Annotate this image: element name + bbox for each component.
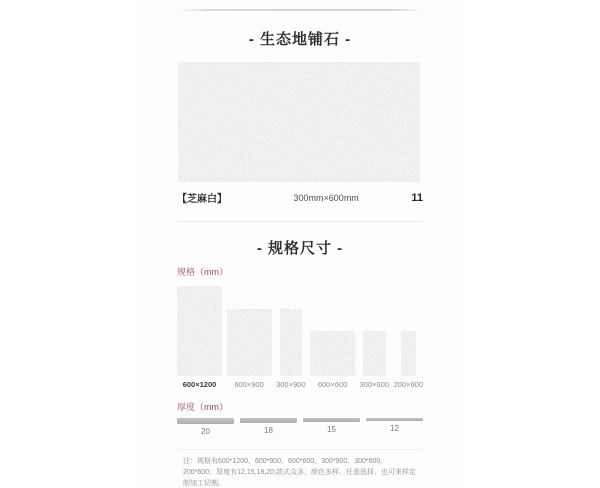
page-number: 11 [411, 191, 423, 204]
product-section-title: - 生态地铺石 - [248, 31, 352, 48]
thickness-bar [177, 418, 234, 424]
thickness-bar [240, 418, 297, 423]
stone-texture [401, 331, 416, 376]
note-text: 注：规格有600*1200、600*900、600*600、300*900、300*600、200*600；厚度有12,15,18,20;款式众多、颜色多样、任意选择、也可来样定制加工切割。 [183, 458, 417, 487]
thickness-label: 厚度（mm） [177, 402, 228, 412]
top-divider-bar [177, 9, 423, 11]
thickness-value: 20 [201, 427, 210, 436]
thickness-value: 18 [264, 426, 273, 435]
size-sample [394, 331, 423, 389]
size-sample [310, 331, 355, 389]
spec-section-title: - 规格尺寸 - [256, 240, 344, 257]
thickness-value: 15 [327, 425, 336, 434]
size-label: 300×600 [359, 380, 390, 389]
size-sample [276, 309, 305, 390]
thickness-bar [366, 418, 423, 421]
stone-texture [178, 62, 420, 182]
product-name-label: 【芝麻白】 [177, 194, 227, 205]
product-info-row [177, 190, 423, 205]
stone-texture [310, 331, 355, 376]
product-size-label: 300mm×600mm [293, 192, 359, 203]
section-divider [177, 221, 423, 222]
thickness-value: 12 [390, 424, 399, 433]
size-label: 600×1200 [182, 380, 217, 389]
thickness-samples-row [177, 418, 423, 436]
size-label: 300×900 [276, 380, 306, 389]
stone-texture [177, 286, 222, 376]
note-divider [177, 449, 423, 450]
stone-texture [280, 309, 303, 377]
size-samples-row [177, 285, 423, 389]
size-sample [177, 286, 222, 389]
size-sample [360, 331, 389, 389]
stone-texture [227, 309, 272, 377]
size-sample [227, 309, 272, 390]
product-texture-image [178, 62, 420, 182]
thickness-sample [240, 418, 297, 436]
stone-texture [363, 331, 386, 376]
thickness-sample [366, 418, 423, 436]
content-column [140, 0, 460, 488]
size-label: 200×600 [393, 380, 423, 389]
size-label: 600×900 [234, 380, 264, 389]
thickness-sample [303, 418, 360, 436]
thickness-sample [177, 418, 234, 436]
thickness-bar [303, 418, 360, 422]
spec-label: 规格（mm） [177, 267, 228, 277]
size-label: 600×600 [317, 380, 348, 389]
